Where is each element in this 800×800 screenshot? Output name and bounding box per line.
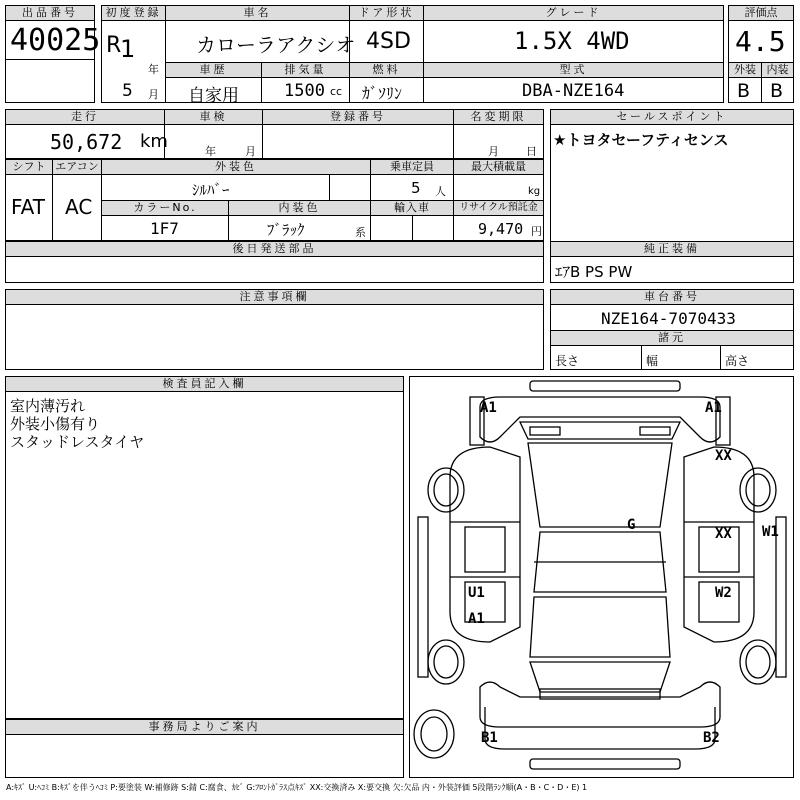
score-cell — [728, 20, 794, 63]
lot-blank-cell — [5, 59, 95, 103]
damage-mark-left-rear-door: U1 — [468, 585, 485, 601]
later-parts-label: 後日発送部品 — [5, 241, 544, 257]
import-label: 輸入車 — [370, 200, 454, 216]
damage-mark-right-front-fender: XX — [715, 448, 732, 464]
displacement-cell — [261, 77, 350, 103]
door-type: 4SD — [366, 29, 411, 54]
office-notice-label: 事務局よりご案内 — [5, 719, 404, 735]
history: 自家用 — [188, 86, 239, 106]
ac-cell — [52, 174, 102, 241]
model-code: DBA-NZE164 — [522, 81, 625, 101]
car-body-diagram — [410, 377, 794, 777]
model-label: 型式 — [423, 62, 724, 78]
exterior-grade-cell — [728, 77, 762, 103]
exterior-grade-label: 外装 — [728, 62, 762, 78]
damage-mark-right-rear-door: W2 — [715, 585, 732, 601]
name-change-cell — [453, 124, 544, 159]
recycle-cell — [453, 215, 544, 241]
year-unit: 年 — [148, 63, 159, 76]
shift-cell — [5, 174, 53, 241]
chassis-number-label: 車台番号 — [550, 289, 794, 305]
car-name: カローラアクシオ — [196, 33, 356, 57]
damage-mark-rear-right: B2 — [703, 730, 720, 746]
length-label: 長さ — [555, 354, 580, 368]
era: R — [106, 33, 122, 58]
interior-color-suffix: 系 — [355, 226, 366, 239]
car-name-label: 車名 — [165, 5, 350, 21]
inspector-note-3: スタッドレスタイヤ — [10, 433, 145, 451]
interior-grade: B — [770, 80, 784, 102]
height-label: 高さ — [725, 354, 750, 368]
door-label: ドア形状 — [349, 5, 424, 21]
sales-point-label: セールスポイント — [550, 109, 794, 125]
notes-cell — [5, 304, 544, 370]
damage-mark-front-right: A1 — [705, 400, 722, 416]
fuel: ｶﾞｿﾘﾝ — [362, 84, 403, 103]
registration-number-cell — [262, 124, 454, 159]
score-label: 評価点 — [728, 5, 794, 21]
insp-year-unit: 年 — [205, 145, 216, 158]
max-load-cell — [453, 174, 544, 201]
grade-cell — [423, 20, 724, 63]
lot-number: 40025 — [10, 23, 101, 58]
exterior-grade: B — [737, 80, 751, 102]
sales-point-cell — [550, 124, 794, 242]
capacity-unit: 人 — [435, 185, 446, 198]
km-unit: km — [140, 131, 168, 152]
grade-label: グレード — [423, 5, 724, 21]
door-cell — [349, 20, 424, 63]
ac: AC — [65, 195, 93, 219]
legend-text: A:ｷｽﾞ U:ﾍｺﾐ B:ｷｽﾞを伴うﾍｺﾐ P:要塗装 W:補修跡 S:錆 C:腐食、ｶﾋﾞ G:ﾌﾛﾝﾄｶﾞﾗｽ点ｷｽﾞ XX:交換済み X:要交換 欠:欠品 内・外装評価 5段階ﾗﾝｸ順(A・B・C・D・E) 1 — [6, 783, 588, 792]
damage-mark-rear-left: B1 — [481, 730, 498, 746]
fuel-label: 燃料 — [349, 62, 424, 78]
shift-label: シフト — [5, 159, 53, 175]
exterior-color-label: 外装色 — [101, 159, 371, 175]
mileage: 50,672 — [50, 130, 123, 154]
damage-mark-front-left: A1 — [480, 400, 497, 416]
inspection-cell — [164, 124, 263, 159]
exterior-color-extra-cell — [329, 174, 371, 201]
sales-point-text: ★トヨタセーフティセンス — [553, 131, 729, 149]
score: 4.5 — [735, 25, 786, 58]
office-notice-cell — [5, 734, 404, 778]
first-registration-cell — [101, 20, 166, 103]
genuine-equipment-label: 純正装備 — [550, 241, 794, 257]
month-unit: 月 — [148, 88, 159, 101]
shift: FAT — [11, 195, 46, 219]
import-cell-b — [412, 215, 454, 241]
fuel-cell — [349, 77, 424, 103]
inspection-label: 車検 — [164, 109, 263, 125]
damage-mark-right-front-door: XX — [715, 526, 732, 542]
ac-label: エアコン — [52, 159, 102, 175]
interior-grade-label: 内装 — [761, 62, 794, 78]
capacity-cell — [370, 174, 454, 201]
import-cell-a — [370, 215, 413, 241]
damage-mark-right-door-glass: W1 — [762, 524, 779, 540]
color-number-label: カラーNo. — [101, 200, 229, 216]
exterior-color-cell — [101, 174, 330, 201]
chassis-number-cell — [550, 304, 794, 331]
model-cell — [423, 77, 724, 103]
damage-mark-hood: G — [627, 517, 636, 533]
max-load-label: 最大積載量 — [453, 159, 544, 175]
interior-color: ﾌﾞﾗｯｸ — [267, 221, 305, 239]
height-cell — [720, 345, 794, 370]
color-number-cell — [101, 215, 229, 241]
damage-mark-left-rear-quarter: A1 — [468, 611, 485, 627]
history-cell — [165, 77, 262, 106]
specs-label: 諸元 — [550, 330, 794, 346]
notes-label: 注意事項欄 — [5, 289, 544, 305]
capacity-label: 乗車定員 — [370, 159, 454, 175]
interior-color-cell — [228, 215, 371, 241]
genuine-equipment: ｴｱB PS PW — [555, 263, 633, 281]
history-label: 車歴 — [165, 62, 262, 78]
yen-unit: 円 — [531, 225, 542, 238]
grade: 1.5X 4WD — [514, 27, 630, 55]
registration-month: 5 — [122, 81, 133, 101]
recycle-label: リサイクル預託金 — [453, 200, 544, 216]
car-name-cell — [165, 20, 356, 63]
mileage-cell — [5, 124, 168, 159]
name-change-label: 名変期限 — [453, 109, 544, 125]
length-cell — [550, 345, 642, 370]
first-registration-label: 初度登録 — [101, 5, 166, 21]
genuine-equipment-cell — [550, 256, 794, 283]
interior-grade-cell — [761, 77, 794, 103]
later-parts-cell — [5, 256, 544, 283]
kg-unit: kg — [528, 186, 541, 197]
displacement-label: 排気量 — [261, 62, 350, 78]
capacity: 5 — [411, 179, 421, 197]
inspector-note-2: 外装小傷有り — [10, 415, 101, 433]
exterior-color: ｼﾙﾊﾞｰ — [192, 181, 230, 199]
width-label: 幅 — [646, 354, 659, 368]
mileage-label: 走行 — [5, 109, 165, 125]
inspector-note-1: 室内薄汚れ — [10, 397, 86, 415]
interior-color-label: 内装色 — [228, 200, 371, 216]
lot-number-cell — [5, 20, 101, 60]
chassis-number: NZE164-7070433 — [601, 309, 736, 328]
nc-day-unit: 日 — [526, 145, 537, 158]
registration-year: 1 — [120, 35, 136, 63]
color-number: 1F7 — [150, 219, 179, 238]
recycle-fee: 9,470 — [478, 220, 524, 238]
inspector-notes-cell — [5, 391, 404, 719]
nc-month-unit: 月 — [488, 145, 499, 158]
width-cell — [641, 345, 721, 370]
registration-number-label: 登録番号 — [262, 109, 454, 125]
insp-month-unit: 月 — [245, 145, 256, 158]
lot-number-label: 出品番号 — [5, 5, 95, 21]
cc-unit: cc — [330, 85, 343, 98]
inspector-notes-label: 検査員記入欄 — [5, 376, 404, 392]
displacement: 1500 — [284, 81, 325, 101]
